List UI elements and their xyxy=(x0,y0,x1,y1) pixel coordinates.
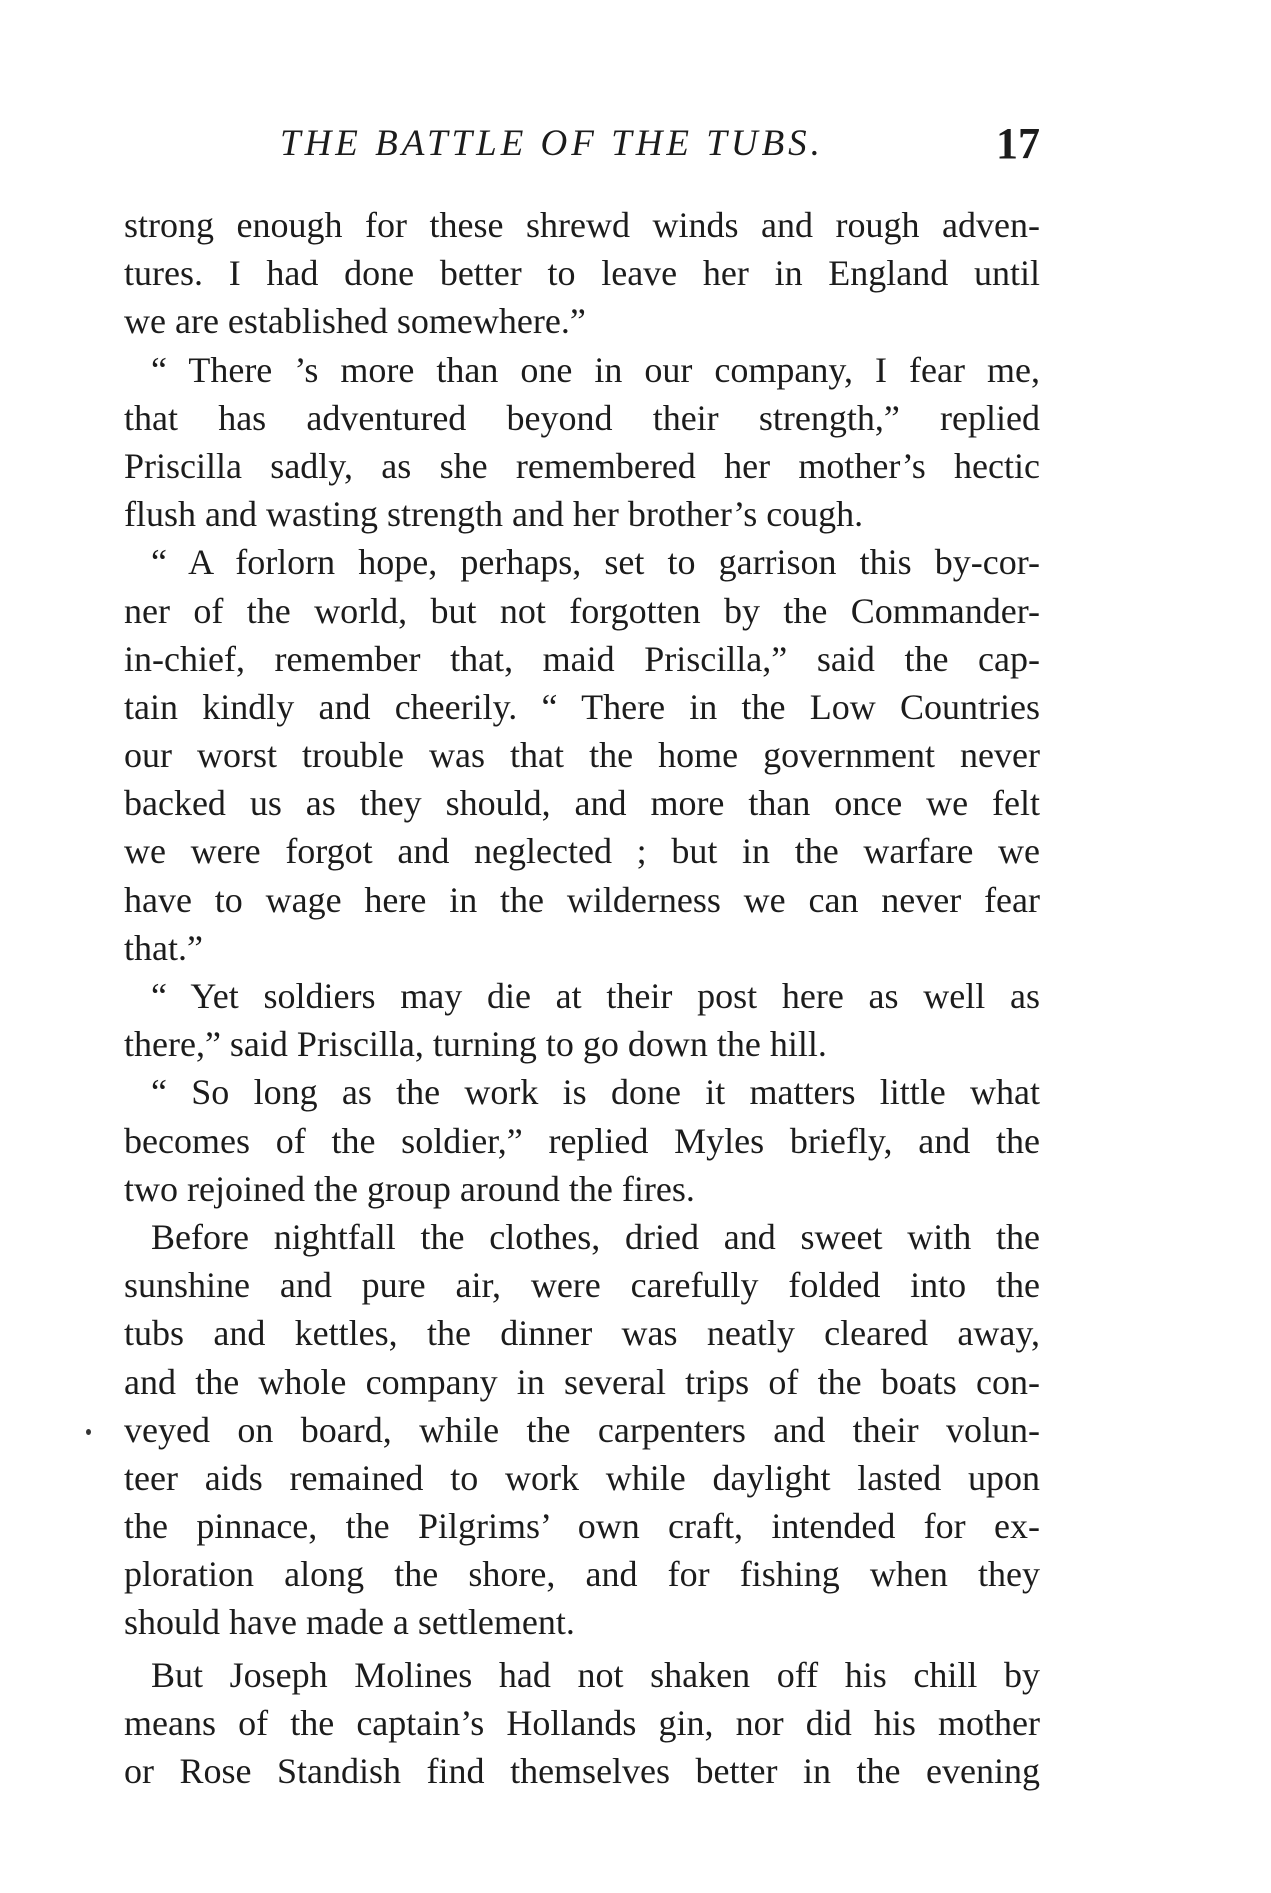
text-line: “ There ’s more than one in our company, I fear me, xyxy=(151,349,1040,390)
text-line: two rejoined the group around the fires. xyxy=(124,1168,695,1209)
text-line: should have made a settlement. xyxy=(124,1602,575,1643)
text-line: tures. I had done better to leave her in England until xyxy=(124,253,1040,294)
text-line: ner of the world, but not forgotten by the Commander- xyxy=(124,590,1040,631)
text-line: tubs and kettles, the dinner was neatly cleared away, xyxy=(124,1313,1040,1354)
text-line: our worst trouble was that the home government never xyxy=(124,735,1040,776)
text-line: we were forgot and neglected ; but in the warfare we xyxy=(124,831,1040,872)
text-line: in-chief, remember that, maid Priscilla,” said the cap- xyxy=(124,638,1040,679)
text-line: means of the captain’s Hollands gin, nor did his mother xyxy=(124,1702,1040,1743)
text-line: sunshine and pure air, were carefully folded into the xyxy=(124,1265,1040,1306)
text-line: that.” xyxy=(124,927,203,968)
text-line: teer aids remained to work while daylight lasted upon xyxy=(124,1457,1040,1498)
text-line: we are established somewhere.” xyxy=(124,301,586,342)
text-line: there,” said Priscilla, turning to go down the hill. xyxy=(124,1024,827,1065)
text-line: strong enough for these shrewd winds and rough adven- xyxy=(124,205,1040,245)
text-line: flush and wasting strength and her brother’s cough. xyxy=(124,494,864,535)
text-line: But Joseph Molines had not shaken off his chill by xyxy=(151,1654,1040,1695)
body-text xyxy=(124,201,1040,1795)
text-line: or Rose Standish find themselves better in the evening xyxy=(124,1751,1040,1791)
running-head xyxy=(122,118,1040,178)
text-line: “ So long as the work is done it matters little what xyxy=(151,1072,1040,1113)
text-line: the pinnace, the Pilgrims’ own craft, intended for ex- xyxy=(124,1506,1040,1547)
text-line: have to wage here in the wilderness we can never fear xyxy=(124,879,1040,920)
text-line: veyed on board, while the carpenters and their volun- xyxy=(124,1409,1040,1450)
text-line: becomes of the soldier,” replied Myles briefly, and the xyxy=(124,1120,1040,1161)
running-title: THE BATTLE OF THE TUBS. xyxy=(280,123,824,164)
text-line: “ A forlorn hope, perhaps, set to garrison this by-cor- xyxy=(151,542,1040,583)
text-line: ploration along the shore, and for fishing when they xyxy=(124,1554,1040,1595)
text-line: Priscilla sadly, as she remembered her mother’s hectic xyxy=(124,445,1040,486)
text-line: and the whole company in several trips of the boats con- xyxy=(124,1361,1040,1402)
text-line: tain kindly and cheerily. “ There in the Low Countries xyxy=(124,686,1040,727)
margin-speck xyxy=(86,1429,91,1435)
text-line: backed us as they should, and more than once we felt xyxy=(124,783,1040,824)
text-line: Before nightfall the clothes, dried and sweet with the xyxy=(151,1216,1040,1257)
page-number: 17 xyxy=(996,119,1040,168)
text-line: “ Yet soldiers may die at their post here as well as xyxy=(151,976,1040,1016)
text-line: that has adventured beyond their strength,” replied xyxy=(124,397,1040,438)
